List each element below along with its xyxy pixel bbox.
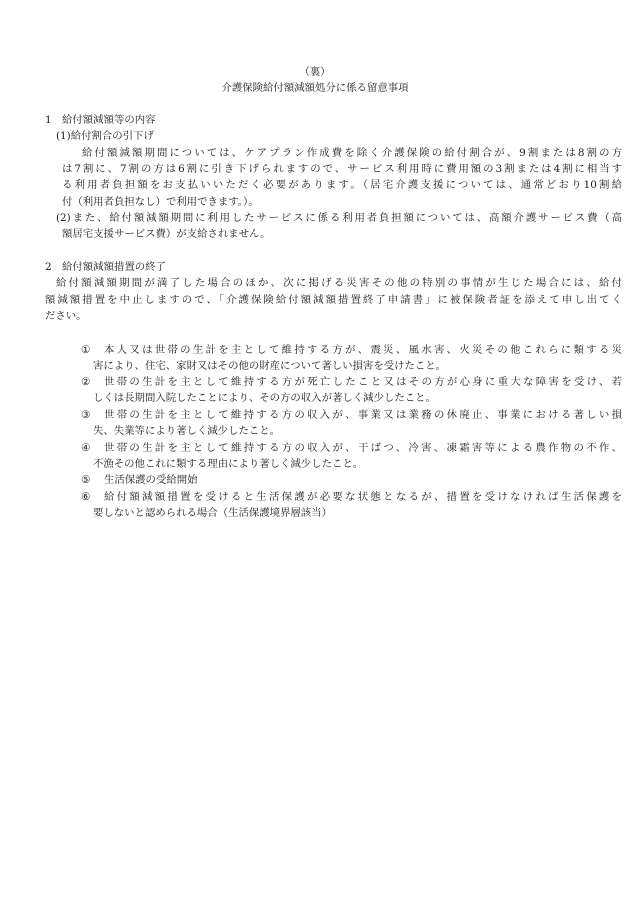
section1-heading: 1 給付額減額等の内容 bbox=[45, 114, 156, 126]
list-item-text: 失、失業等により著しく減少したこと。 bbox=[93, 425, 281, 437]
list-item-text: 世帯の生計を主として維持する方が死亡したこと又はその方が心身に重大な障害を受け、若 bbox=[104, 376, 622, 388]
list-item-text: 世帯の生計を主として維持する方の収入が、事業又は業務の休廃止、事業における著しい損 bbox=[104, 409, 622, 421]
subsection1-line: は7割に、7割の方は6割に引き下げられますので、サービス利用時に費用額の3割または4割に相当す bbox=[62, 163, 622, 175]
list-item-marker: ⑥ bbox=[81, 491, 91, 503]
section2-intro-line: 額減額措置を中止しますので、「介護保険給付額減額措置終了申請書」に被保険者証を添えて申し出てく bbox=[45, 294, 622, 306]
list-item-text: 生活保護の受給開始 bbox=[104, 474, 198, 486]
subsection1-line: る利用者負担額をお支払いいただく必要があります。（居宅介護支援については、通常どおり10割給 bbox=[62, 179, 622, 191]
list-item-text: 害により、住宅、家財又はその他の財産について著しい損害を受けたこと。 bbox=[93, 360, 447, 372]
list-item-text: 要しないと認められる場合（生活保護境界層該当） bbox=[93, 507, 332, 519]
section2-heading: 2 給付額減額措置の終了 bbox=[45, 261, 166, 273]
subsection1-line: 給付額減額期間については、ケアプラン作成費を除く介護保険の給付割合が、9割または8割の方 bbox=[82, 147, 622, 159]
list-item-marker: ⑤ bbox=[81, 474, 91, 486]
subsection1-line: 付（利用者負担なし）で利用できます。）。 bbox=[62, 196, 259, 208]
section2-intro-line: ださい。 bbox=[45, 310, 87, 322]
list-item-text: 不漁その他これに類する理由により著しく減少したこと。 bbox=[93, 458, 364, 470]
list-item-marker: ① bbox=[81, 344, 91, 356]
back-side-marker: （裏） bbox=[299, 66, 331, 78]
section2-intro-line: 給付額減額期間が満了した場合のほか、次に掲げる災害その他の特別の事情が生じた場合には、給付 bbox=[56, 277, 622, 289]
list-item-marker: ② bbox=[81, 376, 91, 388]
list-item-marker: ③ bbox=[81, 409, 91, 421]
list-item-text: 世帯の生計を主として維持する方の収入が、干ばつ、冷害、凍霜害等による農作物の不作、 bbox=[104, 442, 622, 454]
subsection1-label: (1)給付割合の引下げ bbox=[56, 130, 154, 142]
list-item-text: 本人又は世帯の生計を主として維持する方が、震災、風水害、火災その他これらに類する災 bbox=[104, 344, 622, 356]
subsection2-line: (2)また、給付額減額期間に利用したサービスに係る利用者負担額については、高額介護サービス費（高 bbox=[56, 212, 622, 224]
document-title: 介護保険給付額減額処分に係る留意事項 bbox=[221, 82, 409, 94]
list-item-text: しくは長期間入院したことにより、その方の収入が著しく減少したこと。 bbox=[93, 392, 436, 404]
subsection2-line: 額居宅支援サービス費）が支給されません。 bbox=[62, 228, 271, 240]
list-item-marker: ④ bbox=[81, 442, 91, 454]
list-item-text: 給付額減額措置を受けると生活保護が必要な状態となるが、措置を受けなければ生活保護を bbox=[104, 491, 622, 503]
